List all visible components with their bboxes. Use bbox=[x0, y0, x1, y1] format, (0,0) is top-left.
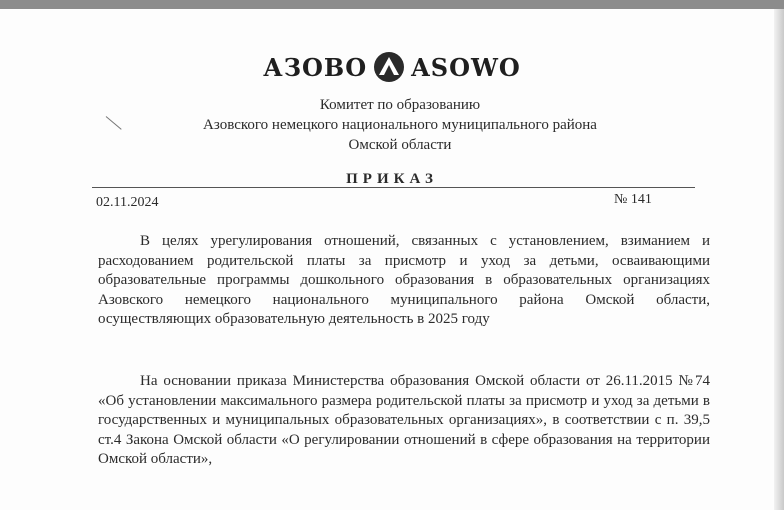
paragraph-basis: На основании приказа Министерства образования Омской области от 26.11.2015 №74 «Об установлении максимального размера родительской платы за присмотр и уход за детьми в государственных и муниципальных образовательных организациях», в соответствии с п. 39,5 ст.4 Закона Омской области «О регулировании отношений в сфере образования на территории Омской области», bbox=[98, 373, 710, 467]
letterhead-logo bbox=[0, 51, 784, 91]
emblem-icon bbox=[373, 51, 405, 83]
logo-name-right: ASOWO bbox=[411, 52, 521, 82]
committee-line-3: Омской области bbox=[348, 137, 452, 153]
order-title: ПРИКАЗ bbox=[346, 171, 438, 187]
committee-line-2: Азовского немецкого национального муниципального района bbox=[203, 117, 597, 133]
paragraph-preamble: В целях урегулирования отношений, связанных с установлением, взиманием и расходованием родительской платы за присмотр и уход за детьми, осваивающими образовательные программы дошкольного образования в образовательных организациях Азовского немецкого национального муниципального района Омской области, осуществляющих образовательную деятельность в 2025 году bbox=[98, 233, 710, 327]
logo-name-left: АЗОВО bbox=[263, 52, 368, 82]
order-number: № 141 bbox=[614, 192, 652, 207]
committee-line-1: Комитет по образованию bbox=[319, 97, 481, 113]
top-border bbox=[0, 0, 784, 9]
divider-line bbox=[92, 187, 695, 188]
order-date: 02.11.2024 bbox=[96, 195, 159, 210]
